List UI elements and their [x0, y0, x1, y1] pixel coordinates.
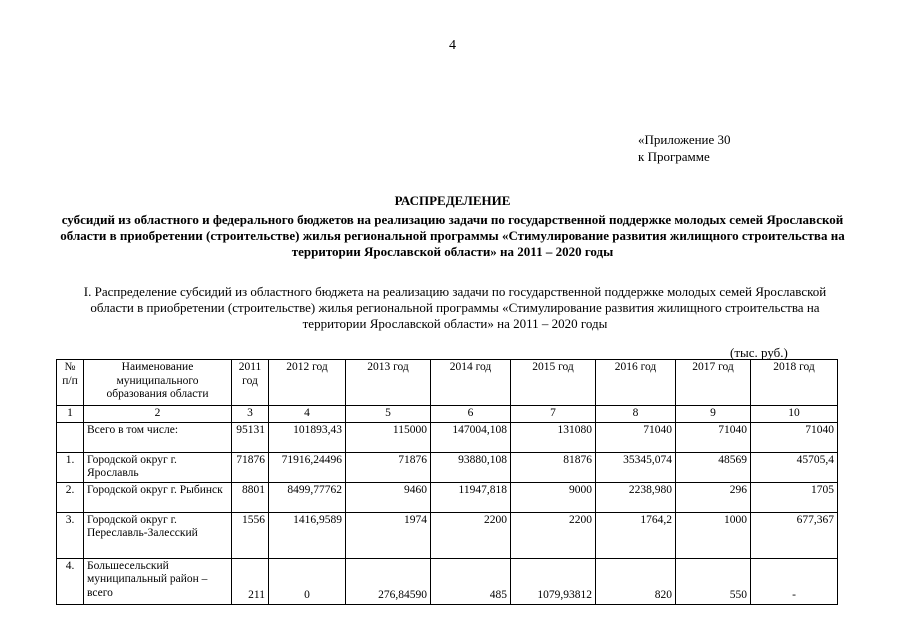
header-cell: № п/п	[57, 360, 84, 406]
value-cell: 71040	[596, 422, 676, 452]
subsidy-table	[56, 359, 838, 605]
row-number-cell	[57, 422, 84, 452]
value-cell: 131080	[511, 422, 596, 452]
table-header-row	[57, 360, 838, 406]
row-number-cell: 2.	[57, 482, 84, 512]
value-cell: 71040	[676, 422, 751, 452]
appendix-line-2: к Программе	[638, 149, 710, 164]
row-name-cell: Всего в том числе:	[84, 422, 232, 452]
value-cell: 296	[676, 482, 751, 512]
column-number-cell: 2	[84, 406, 232, 423]
appendix-label	[638, 131, 731, 165]
value-cell: 8499,77762	[269, 482, 346, 512]
column-number-cell: 4	[269, 406, 346, 423]
header-cell: 2015 год	[511, 360, 596, 406]
value-cell: 276,84590	[346, 558, 431, 604]
value-cell: 550	[676, 558, 751, 604]
value-cell: 2200	[511, 512, 596, 558]
column-number-cell: 7	[511, 406, 596, 423]
header-cell: 2014 год	[431, 360, 511, 406]
value-cell: 820	[596, 558, 676, 604]
value-cell: 11947,818	[431, 482, 511, 512]
appendix-line-1: «Приложение 30	[638, 132, 731, 147]
row-number-cell: 1.	[57, 452, 84, 482]
section-title: I. Распределение субсидий из областного бюджета на реализацию задачи по государственной поддержке молодых семей Ярославской области в приобретении (строительстве) жилья региональной программы «Стимулирование развития жилищного строительства на территории Ярославской области» на 2011 – 2020 годы	[83, 284, 827, 331]
table-row	[57, 422, 838, 452]
header-cell: 2013 год	[346, 360, 431, 406]
value-cell: 1556	[232, 512, 269, 558]
value-cell: 1974	[346, 512, 431, 558]
row-number-cell: 4.	[57, 558, 84, 604]
column-number-cell: 6	[431, 406, 511, 423]
row-name-cell: Городской округ г. Переславль-Залесский	[84, 512, 232, 558]
header-cell: 2017 год	[676, 360, 751, 406]
table-row	[57, 558, 838, 604]
column-number-cell: 10	[751, 406, 838, 423]
document-subtitle: субсидий из областного и федерального бюджетов на реализацию задачи по государственной поддержке молодых семей Ярославской области в приобретении (строительстве) жилья региональной программы «Стимулирование развития жилищного строительства на территории Ярославской области» на 2011 – 2020 годы	[60, 212, 845, 259]
value-cell: 71876	[232, 452, 269, 482]
value-cell: 9000	[511, 482, 596, 512]
value-cell: 35345,074	[596, 452, 676, 482]
value-cell: 2200	[431, 512, 511, 558]
row-name-cell: Городской округ г. Рыбинск	[84, 482, 232, 512]
value-cell: 1764,2	[596, 512, 676, 558]
value-cell: 93880,108	[431, 452, 511, 482]
row-number-cell: 3.	[57, 512, 84, 558]
header-cell: 2016 год	[596, 360, 676, 406]
value-cell: 1416,9589	[269, 512, 346, 558]
document-title: РАСПРЕДЕЛЕНИЕ	[394, 193, 511, 208]
value-cell: 147004,108	[431, 422, 511, 452]
column-number-cell: 8	[596, 406, 676, 423]
table-row	[57, 452, 838, 482]
value-cell: 45705,4	[751, 452, 838, 482]
table-row	[57, 482, 838, 512]
value-cell: 8801	[232, 482, 269, 512]
value-cell: 9460	[346, 482, 431, 512]
header-cell: 2018 год	[751, 360, 838, 406]
column-number-cell: 3	[232, 406, 269, 423]
value-cell: 677,367	[751, 512, 838, 558]
value-cell: 81876	[511, 452, 596, 482]
value-cell: 71040	[751, 422, 838, 452]
value-cell: 1705	[751, 482, 838, 512]
header-cell: 2011 год	[232, 360, 269, 406]
value-cell: 48569	[676, 452, 751, 482]
value-cell: -	[751, 558, 838, 604]
value-cell: 71916,24496	[269, 452, 346, 482]
header-cell: 2012 год	[269, 360, 346, 406]
value-cell: 101893,43	[269, 422, 346, 452]
value-cell: 1079,93812	[511, 558, 596, 604]
header-cell: Наименование муниципального образования области	[84, 360, 232, 406]
column-number-row	[57, 406, 838, 423]
column-number-cell: 1	[57, 406, 84, 423]
value-cell: 485	[431, 558, 511, 604]
row-name-cell: Городской округ г. Ярославль	[84, 452, 232, 482]
value-cell: 115000	[346, 422, 431, 452]
column-number-cell: 9	[676, 406, 751, 423]
column-number-cell: 5	[346, 406, 431, 423]
value-cell: 95131	[232, 422, 269, 452]
value-cell: 211	[232, 558, 269, 604]
row-name-cell: Большесельский муниципальный район – всего	[84, 558, 232, 604]
units-label: (тыс. руб.)	[730, 345, 788, 360]
table-row	[57, 512, 838, 558]
value-cell: 0	[269, 558, 346, 604]
value-cell: 71876	[346, 452, 431, 482]
value-cell: 2238,980	[596, 482, 676, 512]
page-number: 4	[449, 38, 456, 53]
value-cell: 1000	[676, 512, 751, 558]
